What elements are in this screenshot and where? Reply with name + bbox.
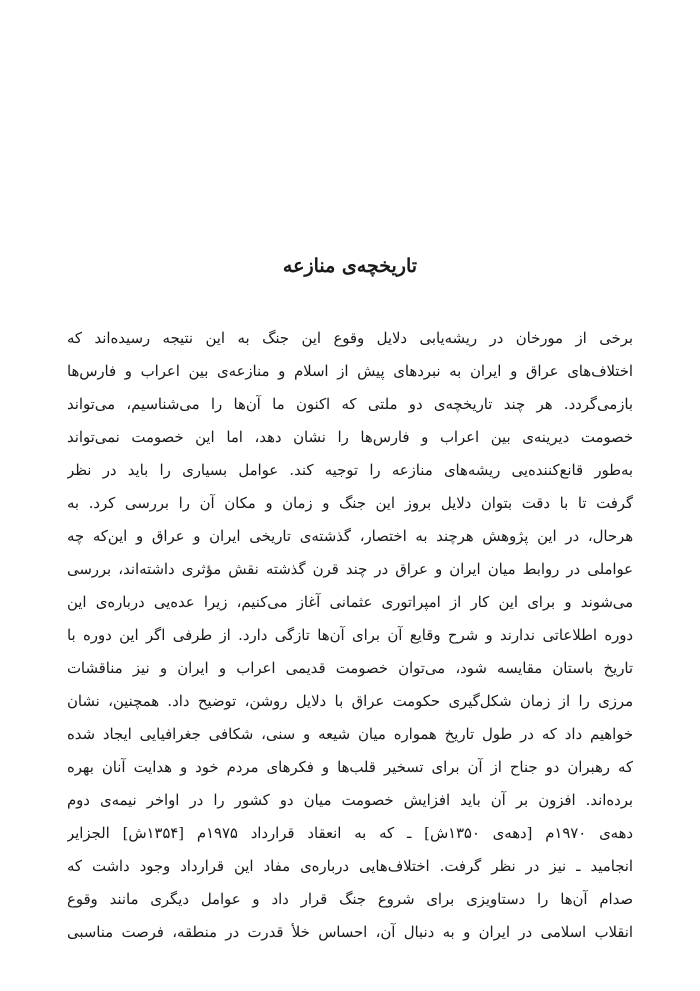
text-line: برده‌اند. افزون بر آن باید افزایش خصومت میان دو کشور را در اواخر نیمه‌ی دوم [67,792,633,809]
text-line: صدام آن‌ها را دستاویزی برای شروع جنگ قرار داد و عوامل دیگری مانند وقوع [67,891,633,908]
text-line: خواهیم داد که در طول تاریخ همواره میان شیعه و سنی، شکافی جغرافیایی ایجاد شده [67,726,633,743]
text-line: برخی از مورخان در ریشه‌یابی دلایل وقوع این جنگ به این نتیجه رسیده‌اند که [67,330,633,347]
text-line: بازمی‌گردد. هر چند تاریخچه‌ی دو ملتی که اکنون ما آن‌ها را می‌شناسیم، می‌تواند [67,396,633,413]
text-line: مرزی را از زمان شکل‌گیری حکومت عراق با دلایل روشن، توضیح داد. همچنین، نشان [67,693,633,710]
text-line: عواملی در روابط میان ایران و عراق در چند قرن گذشته نقش مؤثری داشته‌اند، بررسی [67,561,633,578]
text-line: که رهبران دو جناح از آن برای تسخیر قلب‌ها و فکرهای مردم خود و هدایت آنان بهره [67,759,633,776]
text-line: دهه‌ی ۱۹۷۰م [دهه‌ی ۱۳۵۰ش] ـ که به انعقاد قرارداد ۱۹۷۵م [۱۳۵۴ش] الجزایر [67,825,633,842]
text-line: انقلاب اسلامی در ایران و به دنبال آن، احساس خلأ قدرت در منطقه، فرصت مناسبی [67,924,633,941]
chapter-title: تاریخچه‌ی منازعه [282,255,418,277]
text-line: می‌شوند و برای این کار از امپراتوری عثمانی آغاز می‌کنیم، زیرا عده‌یی درباره‌ی این [67,594,633,611]
text-line: گرفت تا با دقت بتوان دلایل بروز این جنگ و زمان و مکان آن را بررسی کرد. به [67,495,633,512]
text-line: هرحال، در این پژوهش هرچند به اختصار، گذشته‌ی تاریخی ایران و عراق و این‌که چه [67,528,633,545]
body-paragraph [67,322,633,949]
text-line: اختلاف‌های عراق و ایران به نبردهای پیش از اسلام و منازعه‌ی بین اعراب و فارس‌ها [67,363,633,380]
text-line: خصومت دیرینه‌ی بین اعراب و فارس‌ها را نشان دهد، اما این خصومت نمی‌تواند [67,429,633,446]
text-line: به‌طور قانع‌کننده‌یی ریشه‌های منازعه را توجیه کند. عوامل بسیاری را باید در نظر [67,462,633,479]
text-line: دوره اطلاعاتی ندارند و شرح وقایع آن برای آن‌ها تازگی دارد. از طرفی اگر این دوره با [67,627,633,644]
text-line: تاریخ باستان مقایسه شود، می‌توان خصومت قدیمی اعراب و ایران و نیز مناقشات [67,660,633,677]
text-line: انجامید ـ نیز در نظر گرفت. اختلاف‌هایی درباره‌ی مفاد این قرارداد وجود داشت که [67,858,633,875]
